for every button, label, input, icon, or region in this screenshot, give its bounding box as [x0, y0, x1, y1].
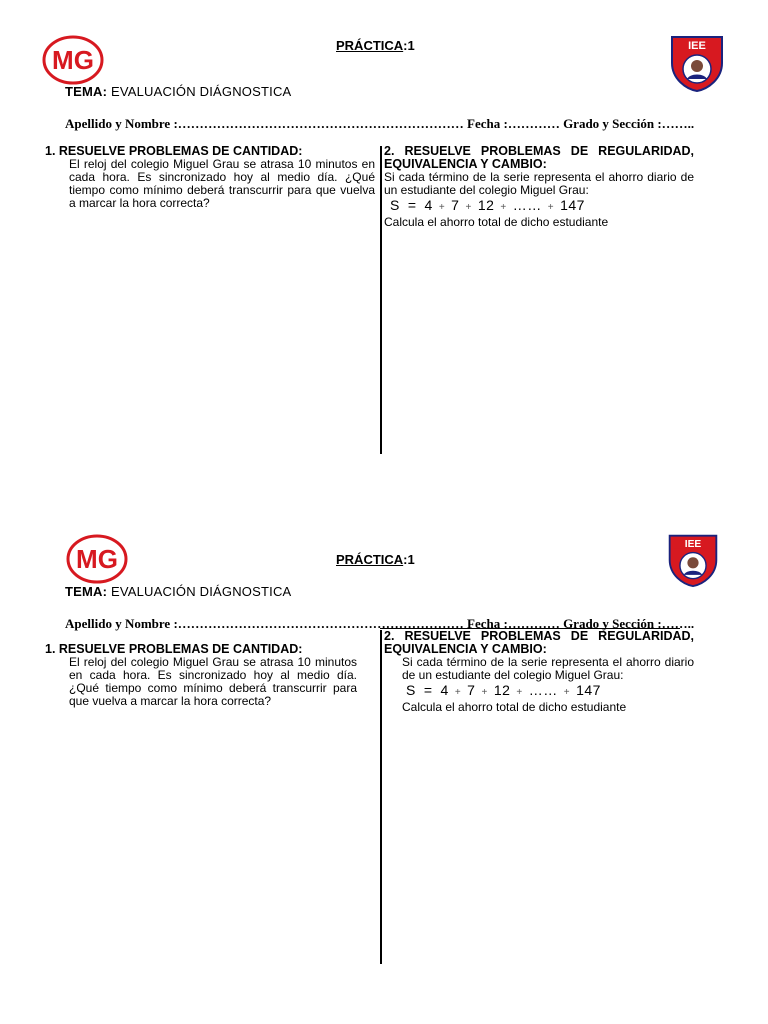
question-2-instruction: Calcula el ahorro total de dicho estudiante: [384, 215, 609, 229]
question-1: [45, 145, 375, 210]
question-2: [384, 145, 694, 229]
page-title: PRÁCTICA:1: [336, 38, 415, 53]
column-divider: [380, 630, 382, 964]
practice-sheet-2: [0, 530, 768, 1000]
svg-text:IEE: IEE: [688, 40, 706, 52]
question-2-heading: 2. RESUELVE PROBLEMAS DE REGULARIDAD, EQUIVALENCIA Y CAMBIO:: [384, 144, 694, 171]
question-1-heading: 1. RESUELVE PROBLEMAS DE CANTIDAD:: [45, 144, 303, 158]
tema-line: TEMA: EVALUACIÓN DIÁGNOSTICA: [65, 584, 292, 599]
mg-logo: [42, 35, 104, 85]
series-formula: S = 4 + 7 + 12 + …… + 147: [390, 197, 585, 213]
question-1-body: El reloj del colegio Miguel Grau se atrasa 10 minutos en cada hora. Es sincronizado hoy al medio día. ¿Qué tiempo como mínimo deberá transcurrir para que vuelva a marcar la hora correcta?: [69, 157, 375, 210]
iee-shield-logo: [665, 532, 721, 588]
question-1-heading: 1. RESUELVE PROBLEMAS DE CANTIDAD:: [45, 642, 303, 656]
svg-text:IEE: IEE: [684, 538, 702, 550]
tema-line: TEMA: EVALUACIÓN DIÁGNOSTICA: [65, 84, 292, 99]
practice-sheet-1: [0, 30, 768, 500]
question-2-body: Si cada término de la serie representa el ahorro diario de un estudiante del colegio Miguel Grau:: [384, 170, 694, 197]
question-2-instruction: Calcula el ahorro total de dicho estudiante: [402, 700, 627, 714]
mg-logo: [66, 534, 128, 584]
question-1: [45, 643, 357, 708]
question-2-heading: 2. RESUELVE PROBLEMAS DE REGULARIDAD, EQUIVALENCIA Y CAMBIO:: [384, 629, 694, 656]
question-1-body: El reloj del colegio Miguel Grau se atrasa 10 minutos en cada hora. Es sincronizado hoy al medio día. ¿Qué tiempo como mínimo deberá transcurrir para que vuelva a marcar la hora correcta?: [69, 655, 357, 708]
student-id-line: Apellido y Nombre :………………………………………………………… Fecha :………… Grado y Sección :……..: [65, 116, 695, 131]
student-id-line: Apellido y Nombre :………………………………………………………… Fecha :………… Grado y Sección :……..: [65, 616, 695, 631]
series-formula: S = 4 + 7 + 12 + …… + 147: [406, 682, 601, 698]
column-divider: [380, 146, 382, 454]
question-2-body: Si cada término de la serie representa el ahorro diario de un estudiante del colegio Miguel Grau:: [402, 655, 694, 682]
page-title: PRÁCTICA:1: [336, 552, 415, 567]
svg-text:MG: MG: [52, 45, 94, 75]
iee-shield-logo: [668, 33, 726, 93]
question-2: [384, 630, 694, 714]
svg-text:MG: MG: [76, 544, 118, 574]
